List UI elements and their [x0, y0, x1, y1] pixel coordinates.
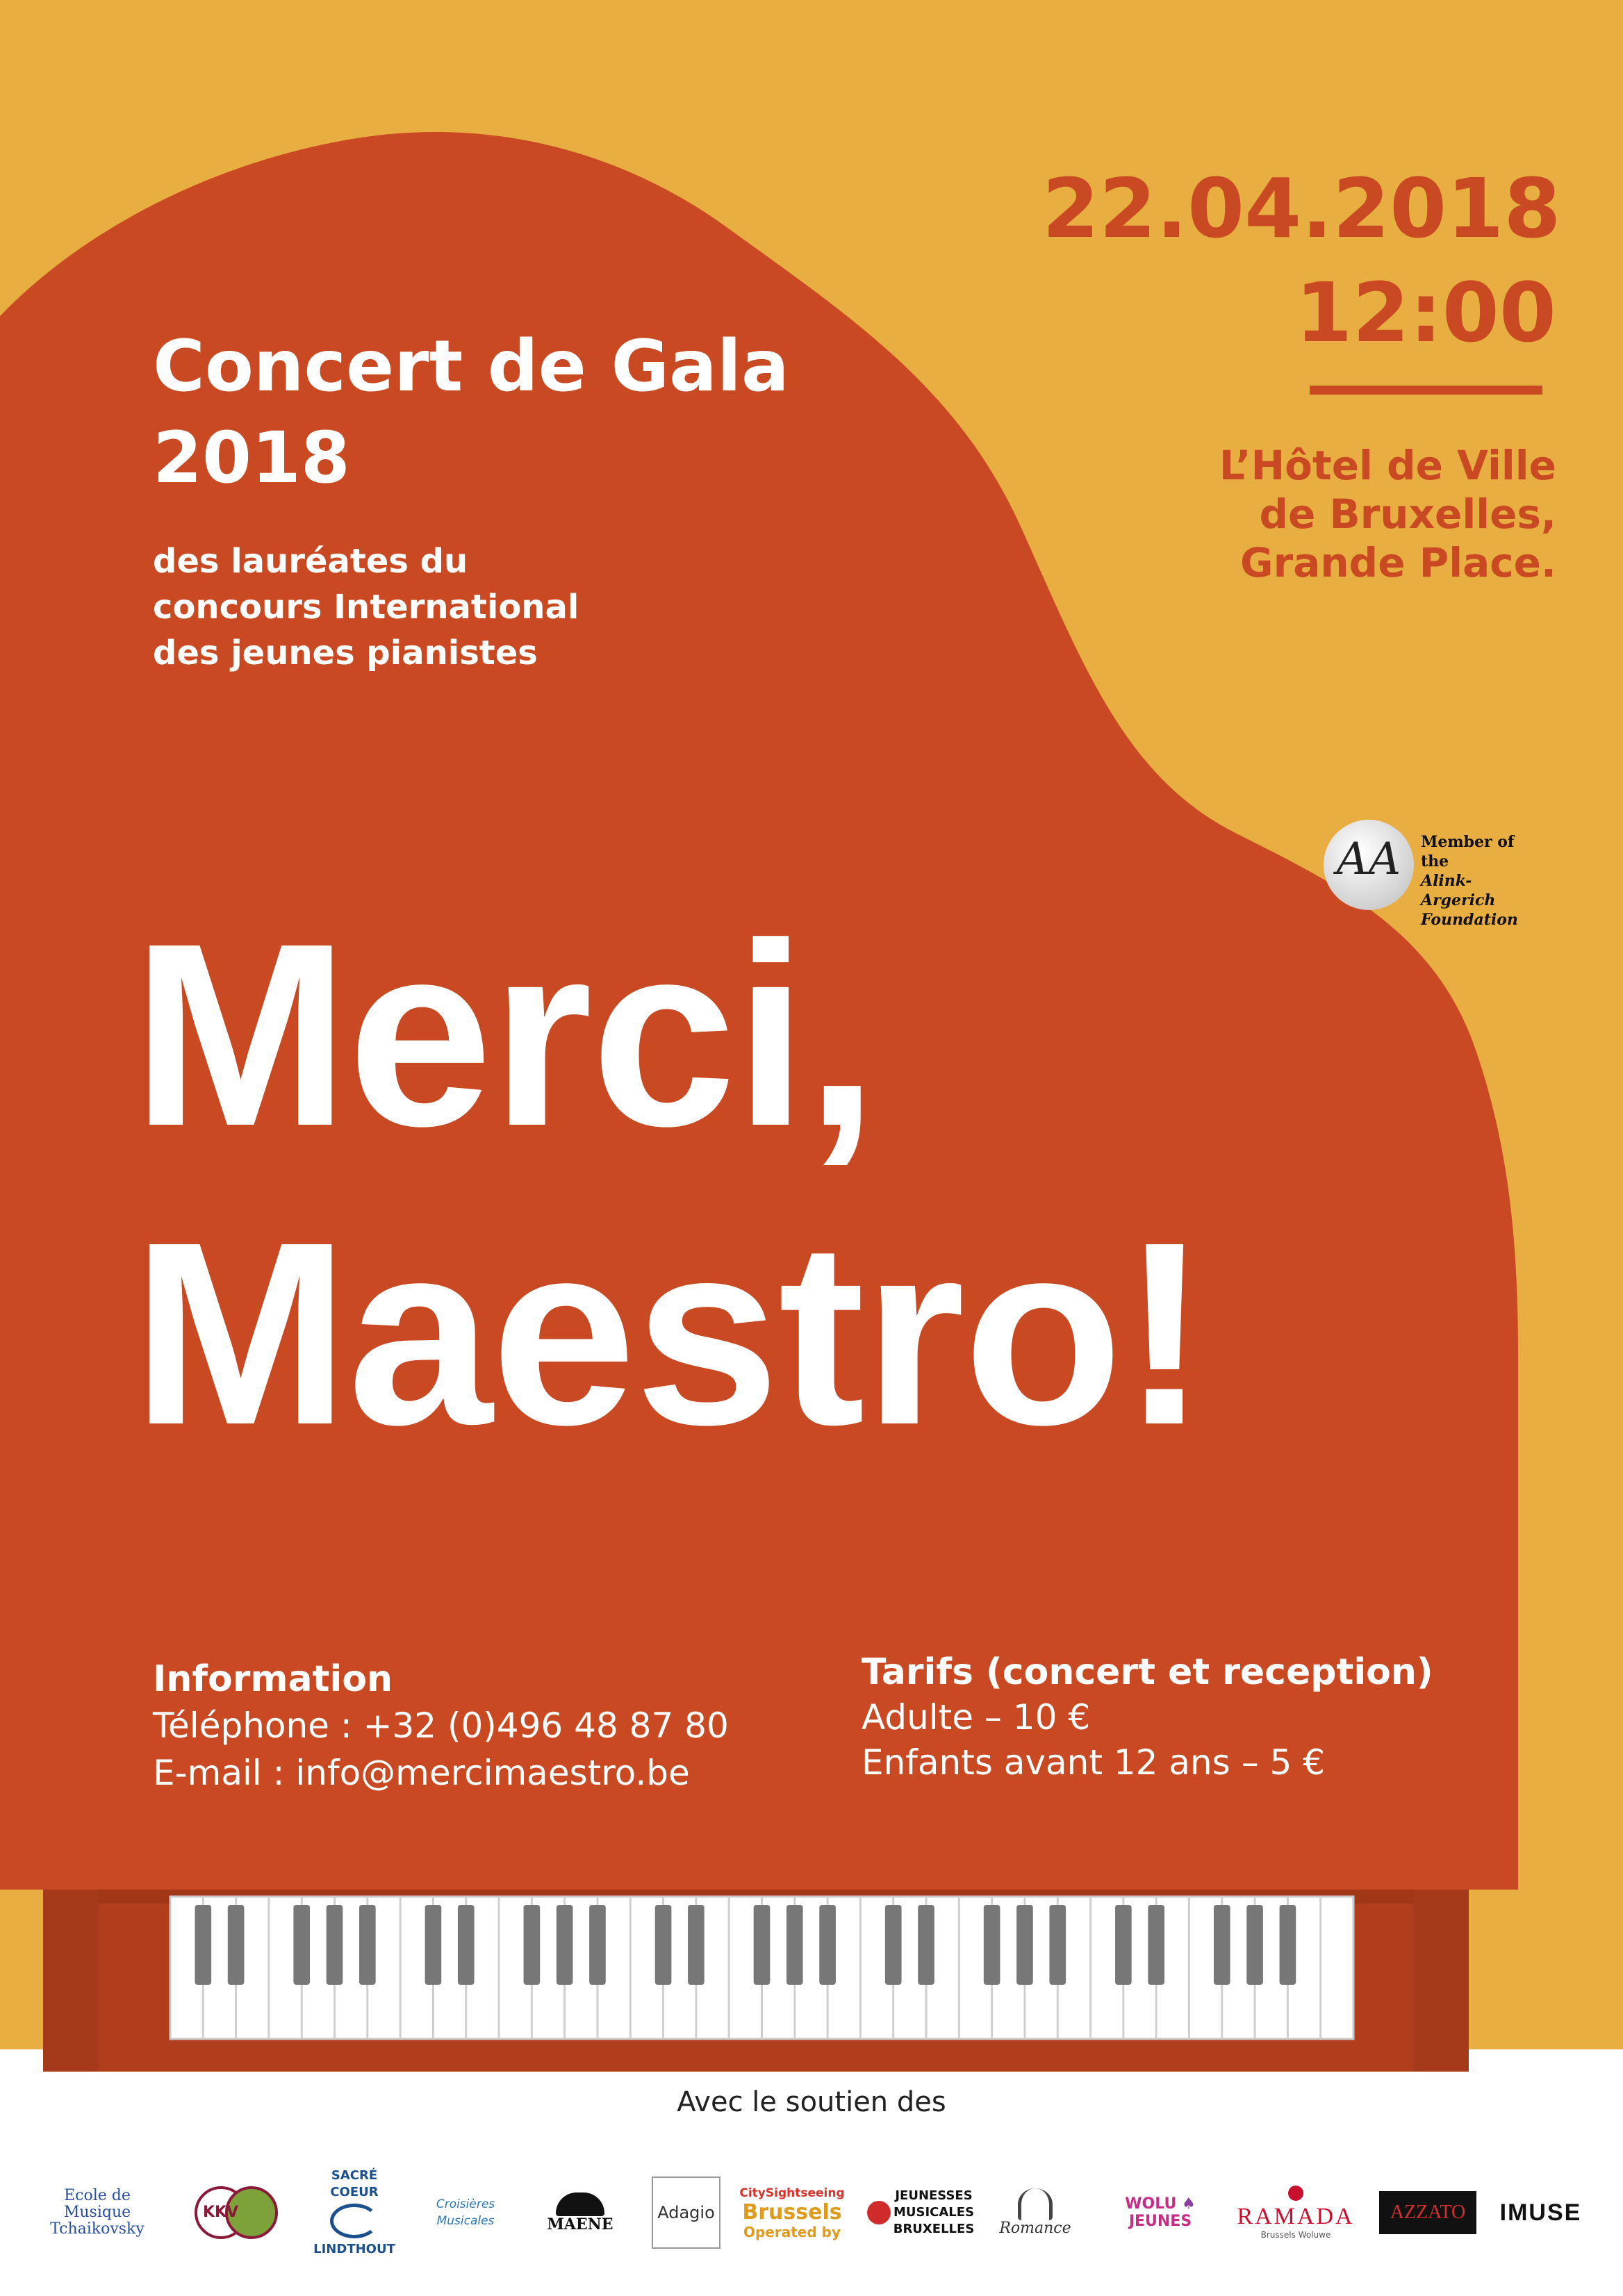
- event-date-time: [1042, 156, 1561, 365]
- sponsor-azzato-text: AZZATO: [1390, 2202, 1466, 2223]
- headline: [132, 886, 1207, 1483]
- gala-subtitle-line-3: des jeunes pianistes: [153, 634, 538, 672]
- black-key: [293, 1905, 310, 1985]
- information-email: E-mail : info@mercimaestro.be: [153, 1753, 690, 1793]
- information-heading: Information: [153, 1658, 393, 1700]
- gala-title: [153, 321, 789, 504]
- sponsor-citysightseeing-line-2: Brussels: [742, 2200, 842, 2224]
- sponsor-logo-adagio: [650, 2161, 723, 2265]
- member-badge-line-3: Foundation: [1421, 911, 1518, 929]
- date-divider: [1310, 386, 1542, 395]
- member-badge-line-2: Alink-Argerich: [1421, 872, 1496, 909]
- sponsor-logo-city-sightseeing: [733, 2161, 851, 2265]
- black-key: [589, 1905, 606, 1985]
- sponsor-logo-sacre-coeur: [313, 2161, 396, 2265]
- black-key: [228, 1905, 245, 1985]
- black-key: [786, 1905, 803, 1985]
- tree-icon: [1018, 2188, 1053, 2220]
- piano-left-leg: [43, 1890, 99, 2072]
- black-key: [1246, 1905, 1263, 1985]
- sponsor-logo-azzato: [1376, 2161, 1480, 2265]
- black-key: [754, 1905, 771, 1985]
- sponsor-logo-ramada: [1233, 2161, 1358, 2265]
- event-date: 22.04.2018: [1042, 160, 1561, 256]
- alink-argerich-monogram: AA: [1336, 834, 1401, 885]
- black-key: [524, 1905, 541, 1985]
- venue-line-2: de Bruxelles,: [1259, 490, 1556, 538]
- black-key: [1049, 1905, 1066, 1985]
- black-key: [425, 1905, 442, 1985]
- headline-line-2: Maestro!: [132, 1189, 1207, 1479]
- grand-piano-icon: [556, 2192, 604, 2216]
- sponsor-ramada-line-1: RAMADA: [1237, 2204, 1355, 2229]
- ramada-icon: [1288, 2186, 1303, 2201]
- piano-right-leg: [1413, 1890, 1469, 2072]
- sponsor-sacre-coeur-line-2: COEUR: [330, 2185, 379, 2199]
- black-key: [458, 1905, 475, 1985]
- black-key: [819, 1905, 836, 1985]
- sponsor-jm-line-1: JEUNESSES: [895, 2188, 973, 2203]
- black-key: [1115, 1905, 1132, 1985]
- sponsor-tchaikovsky-line-3: Tchaikovsky: [50, 2220, 145, 2238]
- black-key: [885, 1905, 902, 1985]
- tarif-adult: Adulte – 10 €: [862, 1697, 1091, 1737]
- tarifs-heading: Tarifs (concert et reception): [862, 1651, 1433, 1693]
- sponsor-adagio-text: Adagio: [657, 2203, 715, 2222]
- sponsor-wolu-line-2: JEUNES: [1128, 2213, 1192, 2230]
- sponsor-logo-tchaikovsky: [38, 2161, 156, 2265]
- sponsor-croisieres-line-1: Croisières: [436, 2197, 495, 2211]
- black-key: [1016, 1905, 1033, 1985]
- sponsor-maene-text: MAENE: [547, 2215, 613, 2233]
- black-key: [984, 1905, 1000, 1985]
- sponsor-logo-kkv: [188, 2161, 285, 2265]
- sponsor-tchaikovsky-line-1: Ecole de: [64, 2187, 131, 2204]
- sponsor-citysightseeing-line-1: CitySightseeing: [739, 2186, 845, 2200]
- gala-title-line-1: Concert de Gala: [153, 325, 789, 408]
- information-phone: Téléphone : +32 (0)496 48 87 80: [153, 1706, 729, 1746]
- member-badge-line-1: Member of the: [1421, 833, 1515, 870]
- sponsor-logo-romance: [983, 2161, 1087, 2265]
- sponsor-kkv-text: KKV: [203, 2204, 239, 2221]
- sponsor-logos: [38, 2161, 1595, 2265]
- sponsor-tchaikovsky-line-2: Musique: [63, 2204, 131, 2221]
- sponsor-sacre-coeur-line-3: LINDTHOUT: [313, 2242, 395, 2256]
- sponsor-jm-line-2: MUSICALES: [893, 2205, 975, 2220]
- gala-subtitle-line-2: concours International: [153, 588, 579, 627]
- venue-line-1: L’Hôtel de Ville: [1219, 442, 1556, 489]
- sacre-coeur-swirl-icon: [330, 2204, 379, 2238]
- sponsor-logo-imuse: [1487, 2161, 1595, 2265]
- black-key: [557, 1905, 573, 1985]
- gala-subtitle: [153, 538, 579, 676]
- alink-argerich-member-badge: [1324, 820, 1546, 929]
- gala-title-line-2: 2018: [153, 417, 350, 499]
- jeunesses-musicales-icon: [867, 2201, 891, 2224]
- sponsor-ramada-line-2: Brussels Woluwe: [1260, 2230, 1331, 2240]
- sponsor-jm-line-3: BRUXELLES: [893, 2222, 975, 2236]
- event-venue: [1112, 441, 1556, 587]
- black-key: [1214, 1905, 1230, 1985]
- sponsor-logo-jeunesses-musicales: [868, 2161, 973, 2265]
- black-key: [359, 1905, 376, 1985]
- sponsor-logo-maene: [538, 2161, 622, 2265]
- black-key: [918, 1905, 934, 1985]
- black-key: [1148, 1905, 1164, 1985]
- black-key: [327, 1905, 343, 1985]
- member-badge-text: [1421, 832, 1546, 930]
- sponsor-imuse-text: IMUSE: [1499, 2199, 1582, 2226]
- tarif-children: Enfants avant 12 ans – 5 €: [862, 1742, 1326, 1783]
- sponsor-logo-croisieres: [420, 2161, 511, 2265]
- sponsor-wolu-line-1: WOLU: [1125, 2195, 1177, 2213]
- sponsor-logo-wolu-jeunes: WOLU ♠ JEUNES: [1125, 2195, 1196, 2230]
- sponsor-sacre-coeur-line-1: SACRÉ: [331, 2168, 378, 2183]
- black-key: [195, 1905, 211, 1985]
- black-key: [655, 1905, 672, 1985]
- headline-line-1: Merci,: [132, 890, 877, 1180]
- support-text: Avec le soutien des: [677, 2086, 946, 2118]
- sponsor-croisieres-line-2: Musicales: [436, 2214, 495, 2228]
- sponsor-romance-text: Romance: [999, 2220, 1071, 2237]
- event-time: 12:00: [1295, 265, 1556, 361]
- black-key: [1280, 1905, 1296, 1985]
- black-key: [688, 1905, 705, 1985]
- sponsor-citysightseeing-line-3: Operated by: [743, 2224, 841, 2240]
- venue-line-3: Grande Place.: [1240, 539, 1556, 586]
- gala-subtitle-line-1: des lauréates du: [153, 542, 468, 581]
